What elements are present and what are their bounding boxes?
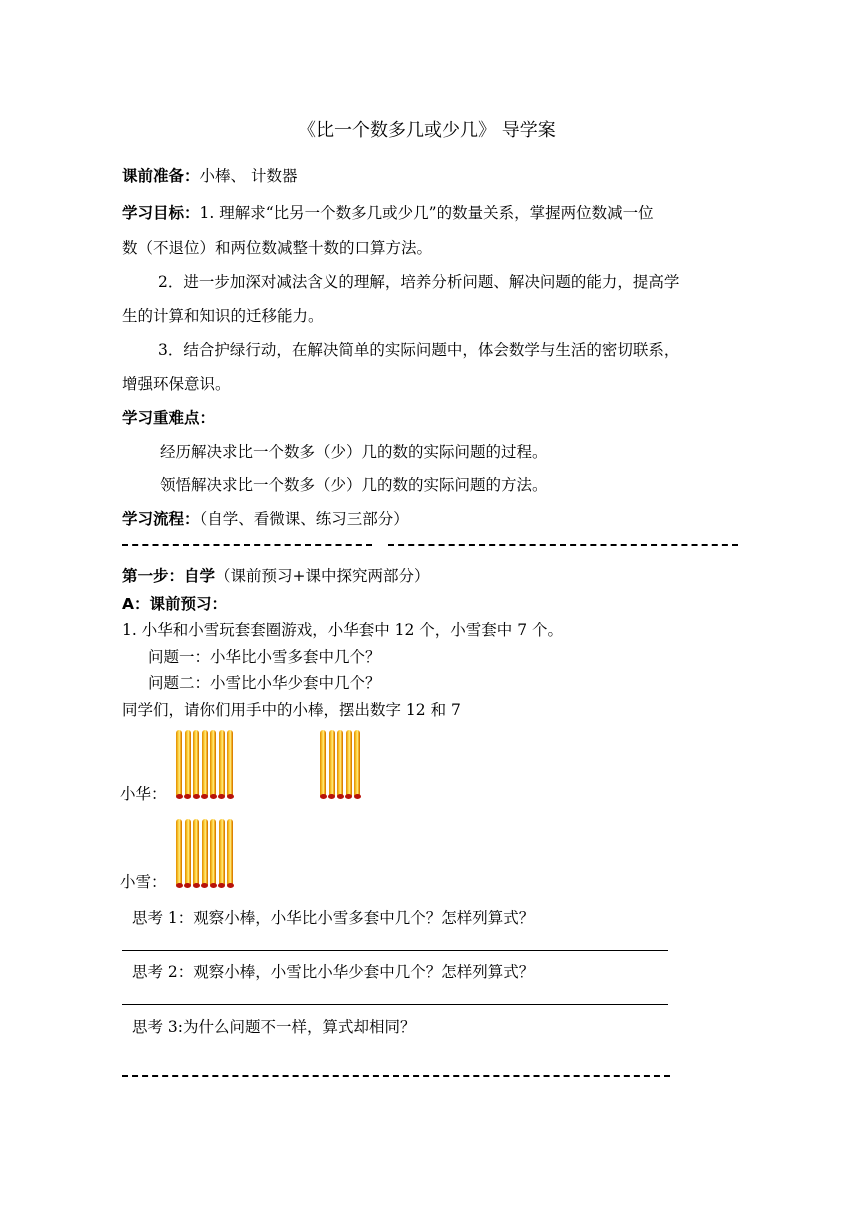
stick: [337, 730, 343, 796]
xiaoxue-label: 小雪：: [120, 873, 167, 891]
divider-dashed-bottom: [122, 1075, 670, 1077]
stick: [176, 730, 182, 796]
key-point-1: 经历解决求比一个数多（少）几的数的实际问题的过程。: [160, 443, 548, 461]
goals-line-1: [122, 201, 654, 223]
prep-line: [122, 164, 297, 186]
stick: [202, 730, 208, 796]
goal-3-line-2: 增强环保意识。: [122, 375, 231, 393]
goal-2-line-2: 生的计算和知识的迁移能力。: [122, 307, 324, 325]
stick: [354, 730, 360, 796]
stick: [185, 730, 191, 796]
stick: [227, 819, 233, 885]
xiaohua-sticks-ones: [320, 730, 363, 796]
goal-1-line-2: 数（不退位）和两位数减整十数的口算方法。: [122, 239, 433, 257]
key-point-2: 领悟解决求比一个数多（少）几的数的实际问题的方法。: [160, 476, 548, 494]
stick: [210, 730, 216, 796]
stick: [202, 819, 208, 885]
stick: [320, 730, 326, 796]
think-2: 思考 2：观察小棒，小雪比小华少套中几个？怎样列算式？: [132, 963, 535, 981]
xiaohua-label: 小华：: [120, 785, 167, 803]
stick: [210, 819, 216, 885]
goal-2-line-1: 2．进一步加深对减法含义的理解，培养分析问题、解决问题的能力，提高学: [158, 273, 680, 291]
goals-label: 学习目标：: [122, 204, 200, 222]
question-1: 1. 小华和小雪玩套套圈游戏，小华套中 12 个，小雪套中 7 个。: [122, 621, 564, 639]
divider-dashed-left: [122, 544, 372, 546]
key-points-label: 学习重难点：: [122, 409, 216, 427]
problem-2: 问题二：小雪比小华少套中几个？: [148, 674, 381, 692]
stick: [346, 730, 352, 796]
problem-1: 问题一：小华比小雪多套中几个？: [148, 648, 381, 666]
page-title: 《比一个数多几或少几》 导学案: [298, 120, 556, 141]
stick: [185, 819, 191, 885]
think-1: 思考 1：观察小棒，小华比小雪多套中几个？怎样列算式？: [132, 909, 535, 927]
preview-label: A：课前预习：: [122, 595, 227, 613]
flow-label: 学习流程：: [122, 510, 200, 528]
stick: [219, 819, 225, 885]
stick: [227, 730, 233, 796]
divider-dashed-right: [388, 544, 738, 546]
flow-line: [122, 507, 409, 529]
prep-label: 课前准备：: [122, 167, 200, 185]
step1-line: [122, 564, 430, 586]
stick: [219, 730, 225, 796]
goal-1-line-1: 1. 理解求“比另一个数多几或少几”的数量关系，掌握两位数减一位: [199, 204, 654, 222]
xiaoxue-sticks: [176, 819, 236, 885]
goal-3-line-1: 3．结合护绿行动，在解决简单的实际问题中，体会数学与生活的密切联系，: [158, 341, 680, 359]
answer-line-2: [122, 1004, 668, 1005]
stick: [193, 819, 199, 885]
xiaohua-sticks-ten: [176, 730, 236, 796]
flow-text: （自学、看微课、练习三部分）: [199, 510, 409, 528]
prep-text: 小棒、 计数器: [199, 167, 298, 185]
stick-instruction: 同学们，请你们用手中的小棒，摆出数字 12 和 7: [122, 701, 461, 719]
stick: [176, 819, 182, 885]
stick: [193, 730, 199, 796]
step1-label: 第一步：自学: [122, 567, 216, 585]
answer-line-1: [122, 950, 668, 951]
think-3: 思考 3:为什么问题不一样，算式却相同？: [132, 1018, 416, 1036]
stick: [329, 730, 335, 796]
step1-text: （课前预习+课中探究两部分）: [215, 567, 430, 585]
